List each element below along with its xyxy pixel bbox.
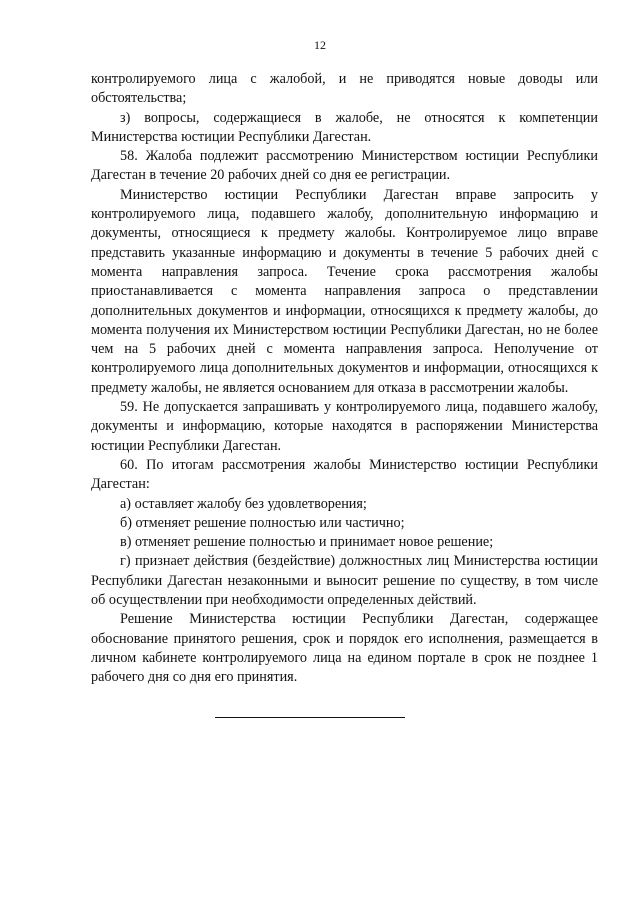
paragraph-60: 60. По итогам рассмотрения жалобы Министерство юстиции Республики Дагестан: bbox=[91, 456, 598, 493]
document-body bbox=[91, 70, 598, 688]
paragraph-item-z: з) вопросы, содержащиеся в жалобе, не относятся к компетенции Министерства юстиции Республики Дагестан. bbox=[91, 109, 598, 145]
paragraph-item-a: а) оставляет жалобу без удовлетворения; bbox=[120, 495, 367, 512]
paragraph-59: 59. Не допускается запрашивать у контролируемого лица, подавшего жалобу, документы и информацию, которые находятся в распоряжении Министерства юстиции Республики Дагестан. bbox=[91, 399, 598, 454]
paragraph-continuation: контролируемого лица с жалобой, и не приводятся новые доводы или обстоятельства; bbox=[91, 71, 598, 107]
paragraph-decision: Решение Министерства юстиции Республики Дагестан, содержащее обоснование принятого решения, срок и порядок его исполнения, размещается в личном кабинете контролируемого лица на едином портале в срок не позднее 1 рабочего дня со дня его принятия. bbox=[91, 611, 598, 686]
page-number: 12 bbox=[314, 38, 326, 52]
paragraph-item-g: г) признает действия (бездействие) должностных лиц Министерства юстиции Республики Дагестан незаконными и выносит решение по существу, в том числе об осуществлении при необходимости определенных действий. bbox=[91, 553, 598, 609]
paragraph-58: 58. Жалоба подлежит рассмотрению Министерством юстиции Республики Дагестан в течение 20 рабочих дней со дня ее регистрации. bbox=[91, 148, 598, 184]
end-separator-line bbox=[215, 717, 405, 718]
paragraph-item-b: б) отменяет решение полностью или частично; bbox=[120, 514, 405, 531]
paragraph-request-info: Министерство юстиции Республики Дагестан вправе запросить у контролируемого лица, подавшего жалобу, дополнительную информацию и документы, относящиеся к предмету жалобы. Контролируемое лицо вправе представить указанные информацию и документы в течение 5 рабочих дней с момента направления запроса. Течение срока рассмотрения жалобы приостанавливается с момента направления запроса о представлении дополнительных документов и информации, относящихся к предмету жалобы, до момента получения их Министерством юстиции Республики Дагестан, но не более чем на 5 рабочих дней с момента направления запроса. Неполучение от контролируемого лица дополнительных документов и информации, относящихся к предмету жалобы, не является основанием для отказа в рассмотрении жалобы. bbox=[91, 186, 598, 396]
paragraph-item-v: в) отменяет решение полностью и принимает новое решение; bbox=[120, 534, 494, 551]
